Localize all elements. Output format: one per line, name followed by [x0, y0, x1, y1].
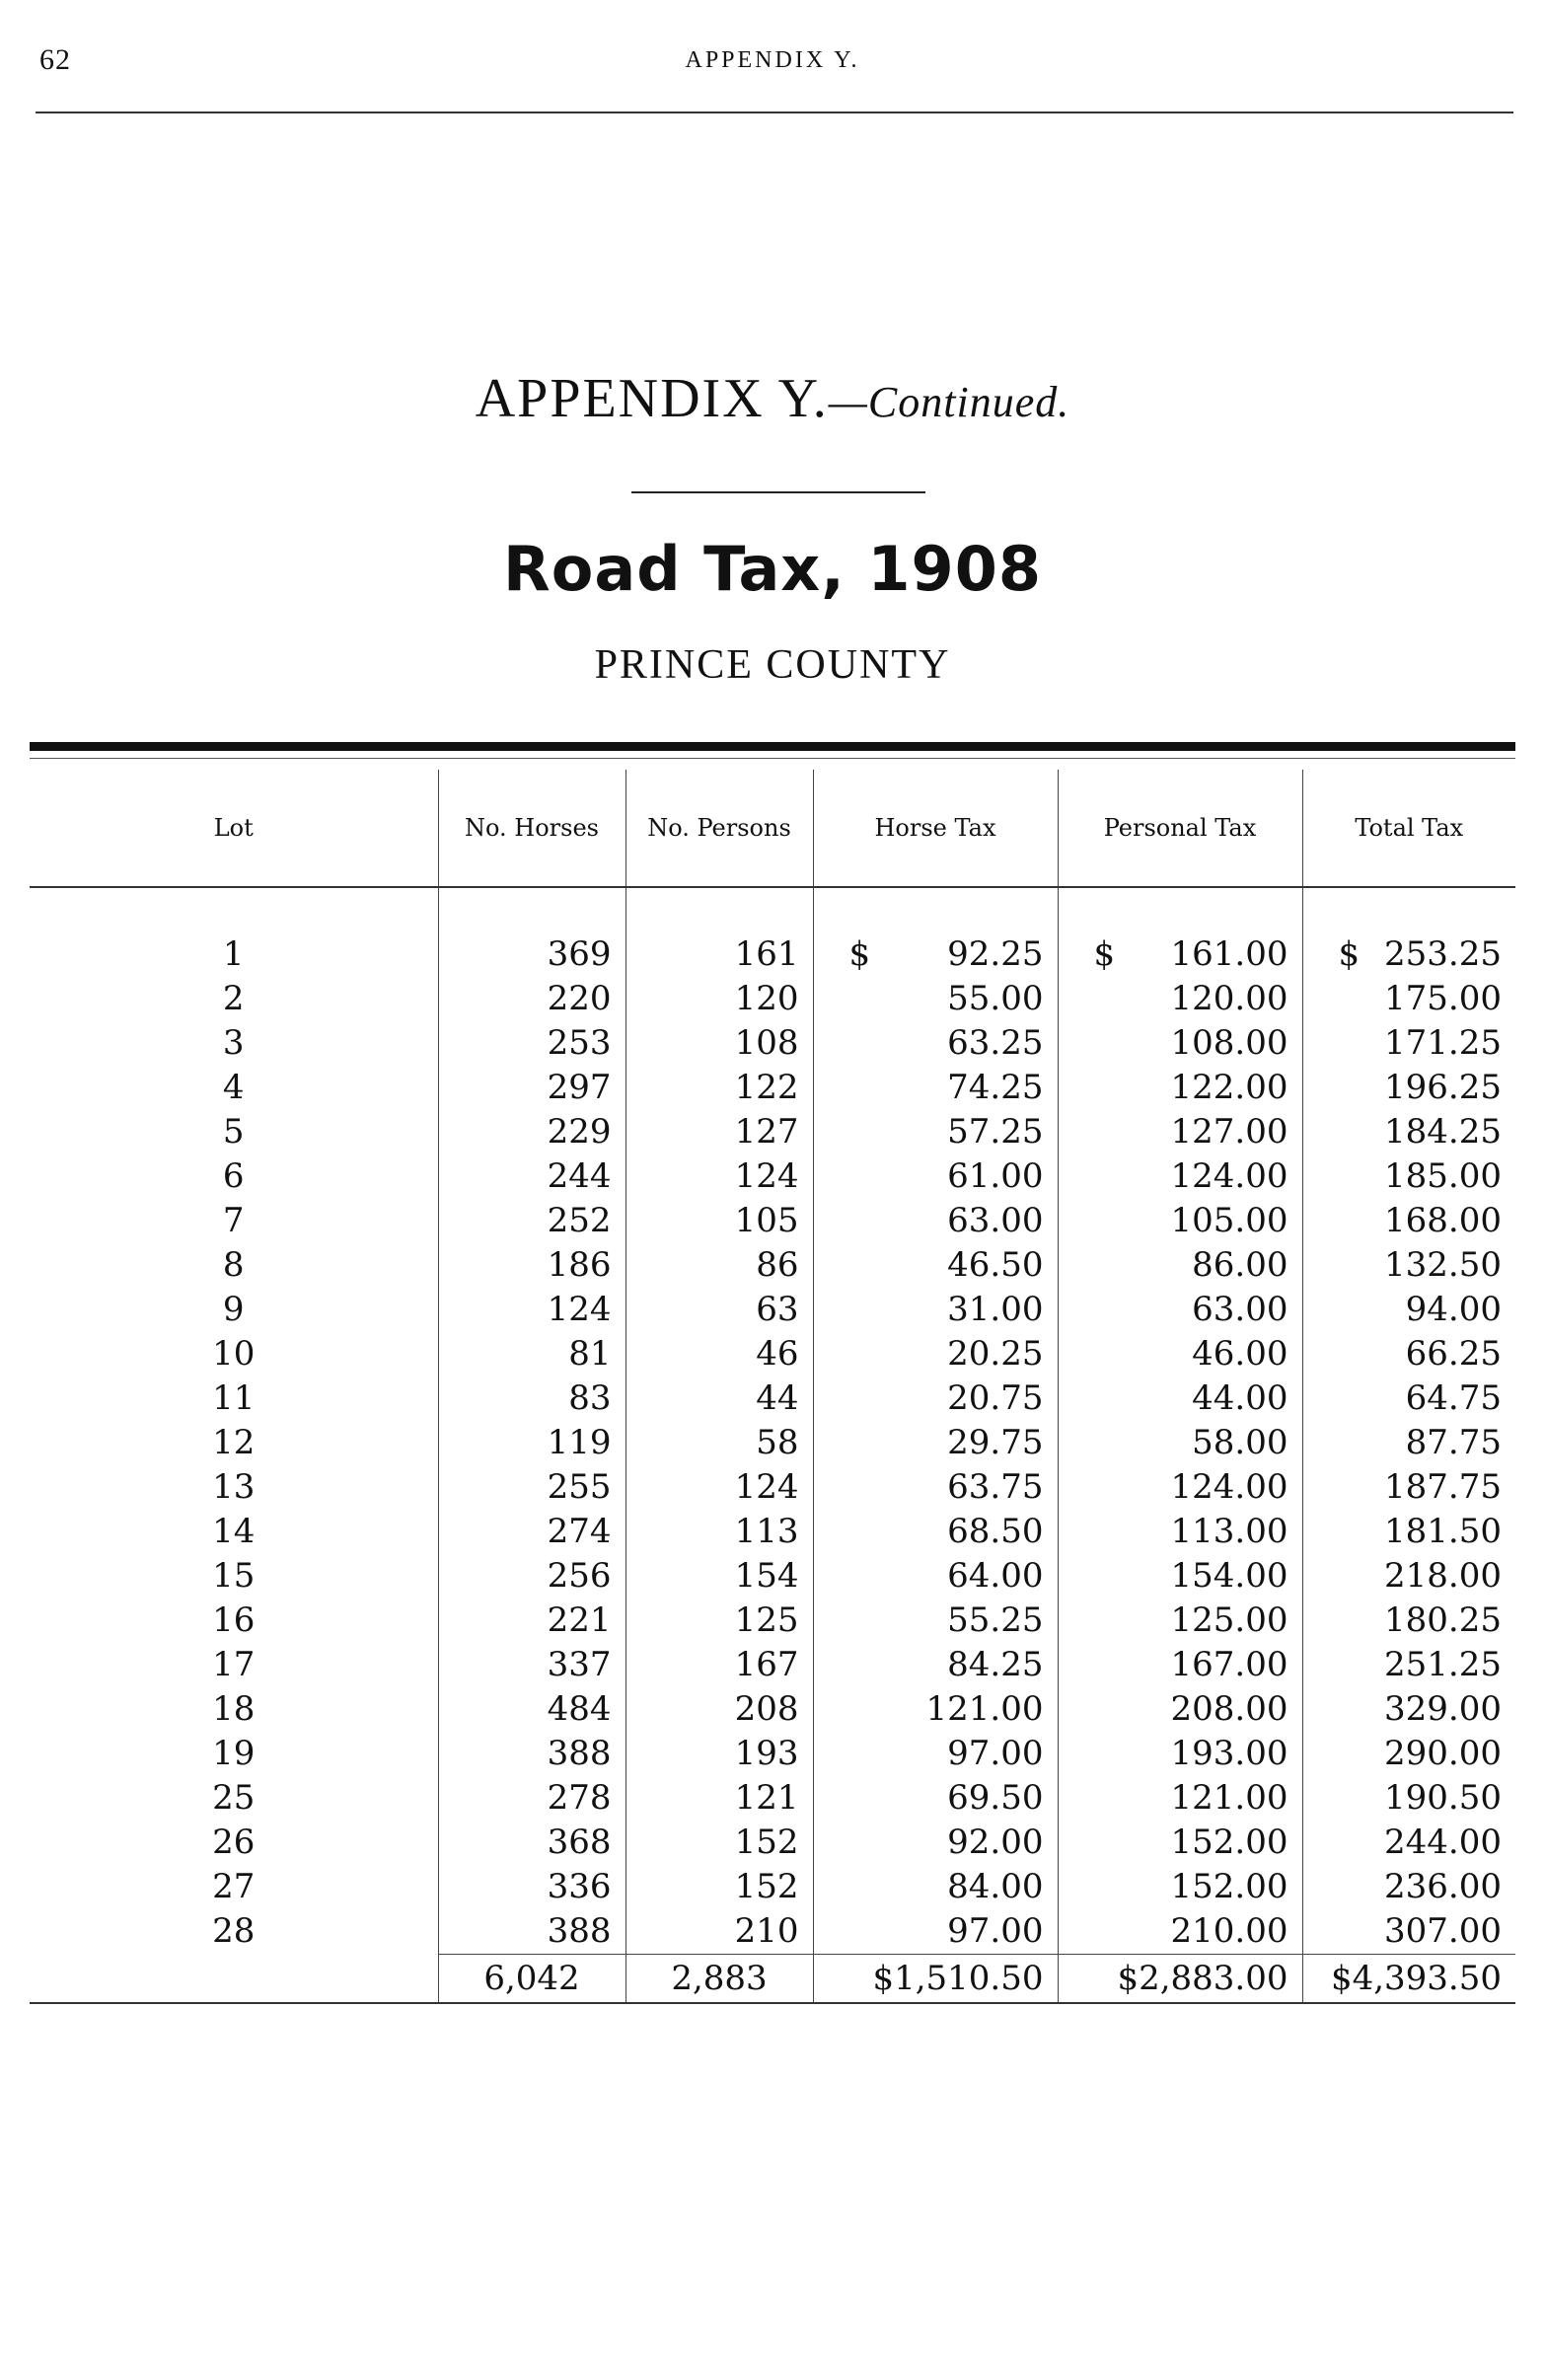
total-tax-cell: 64.75: [1302, 1376, 1515, 1421]
total-tax-cell: 168.00: [1302, 1199, 1515, 1243]
lot-cell: 7: [222, 1201, 245, 1240]
road-tax-table: [30, 770, 1515, 2004]
total-tax-cell: 94.00: [1302, 1288, 1515, 1332]
personal-tax-cell: 124.00: [1058, 1154, 1302, 1199]
personal-tax-cell: 167.00: [1058, 1643, 1302, 1687]
persons-cell: 193: [625, 1732, 813, 1776]
horses-cell: 252: [438, 1199, 625, 1243]
horses-cell: 221: [438, 1599, 625, 1643]
personal-tax-cell: 46.00: [1058, 1332, 1302, 1376]
personal-tax-cell: 154.00: [1058, 1554, 1302, 1599]
total-tax-cell: 329.00: [1302, 1687, 1515, 1732]
total-persons: 2,883: [625, 1955, 813, 2004]
persons-cell: 121: [625, 1776, 813, 1821]
persons-cell: 161: [625, 932, 813, 977]
total-personal-tax: $2,883.00: [1058, 1955, 1302, 2004]
total-total-tax: $4,393.50: [1302, 1955, 1515, 2004]
persons-cell: 122: [625, 1066, 813, 1110]
persons-cell: 154: [625, 1554, 813, 1599]
column-header-lot: Lot: [30, 770, 438, 887]
total-tax-cell: 87.75: [1302, 1421, 1515, 1465]
running-head: [0, 43, 1545, 83]
lot-cell: 2: [222, 979, 245, 1018]
column-header-persons: No. Persons: [625, 770, 813, 887]
persons-cell: 152: [625, 1865, 813, 1909]
table-row: [30, 1154, 1515, 1199]
lot-cell: 6: [222, 1156, 245, 1196]
lot-cell: 3: [222, 1023, 245, 1063]
personal-tax-cell: 105.00: [1058, 1199, 1302, 1243]
horses-cell: 337: [438, 1643, 625, 1687]
currency-symbol: $: [848, 934, 871, 974]
horses-cell: 278: [438, 1776, 625, 1821]
total-tax-cell: 132.50: [1302, 1243, 1515, 1288]
horses-cell: 229: [438, 1110, 625, 1154]
horse-tax-cell: 31.00: [813, 1288, 1058, 1332]
column-header-horse-tax: Horse Tax: [813, 770, 1058, 887]
personal-tax-cell: 63.00: [1058, 1288, 1302, 1332]
table-row: [30, 1199, 1515, 1243]
personal-tax-cell: 152.00: [1058, 1821, 1302, 1865]
horse-tax-cell: 74.25: [813, 1066, 1058, 1110]
horse-tax-cell: 63.00: [813, 1199, 1058, 1243]
horses-cell: 336: [438, 1865, 625, 1909]
persons-cell: 86: [625, 1243, 813, 1288]
column-header-personal-tax: Personal Tax: [1058, 770, 1302, 887]
table-spacer-row: [30, 887, 1515, 932]
table-top-rule: [30, 742, 1515, 751]
persons-cell: 152: [625, 1821, 813, 1865]
total-tax-cell: 187.75: [1302, 1465, 1515, 1510]
page-title: Road Tax, 1908: [503, 533, 1042, 605]
total-tax-cell: 251.25: [1302, 1643, 1515, 1687]
running-title: APPENDIX Y.: [685, 47, 860, 73]
total-tax-cell: 218.00: [1302, 1554, 1515, 1599]
total-tax-cell: 181.50: [1302, 1510, 1515, 1554]
personal-tax-cell: 122.00: [1058, 1066, 1302, 1110]
horses-cell: 83: [438, 1376, 625, 1421]
horses-cell: 186: [438, 1243, 625, 1288]
continued-label: —Continued.: [828, 378, 1070, 426]
lot-cell: 4: [222, 1068, 245, 1107]
lot-cell: 1: [222, 934, 245, 974]
lot-cell: 12: [212, 1423, 256, 1462]
horse-tax-cell: 97.00: [813, 1732, 1058, 1776]
horse-tax-cell: 57.25: [813, 1110, 1058, 1154]
appendix-title: [0, 367, 1545, 430]
total-horse-tax: $1,510.50: [813, 1955, 1058, 2004]
total-tax-cell: 180.25: [1302, 1599, 1515, 1643]
horses-cell: 255: [438, 1465, 625, 1510]
horses-cell: 388: [438, 1732, 625, 1776]
horse-tax-cell: 69.50: [813, 1776, 1058, 1821]
lot-cell: 27: [212, 1867, 256, 1906]
lot-cell: 13: [212, 1467, 256, 1507]
table-row: [30, 1421, 1515, 1465]
appendix-label: APPENDIX Y.: [475, 368, 829, 429]
horse-tax-cell: 55.25: [813, 1599, 1058, 1643]
header-rule: [36, 112, 1513, 113]
table-row: [30, 1243, 1515, 1288]
persons-cell: 124: [625, 1154, 813, 1199]
horse-tax-cell: 20.75: [813, 1376, 1058, 1421]
lot-cell: 16: [212, 1600, 256, 1640]
persons-cell: 124: [625, 1465, 813, 1510]
horse-tax-cell: 68.50: [813, 1510, 1058, 1554]
horses-cell: 81: [438, 1332, 625, 1376]
table-row: [30, 1821, 1515, 1865]
total-tax-cell: 171.25: [1302, 1021, 1515, 1066]
table-row: [30, 1376, 1515, 1421]
table-row: [30, 1776, 1515, 1821]
table-row: [30, 1732, 1515, 1776]
lot-cell: 14: [212, 1512, 256, 1551]
table-body: [30, 887, 1515, 1955]
table-row: [30, 1554, 1515, 1599]
personal-tax-cell: 125.00: [1058, 1599, 1302, 1643]
total-tax-cell: 196.25: [1302, 1066, 1515, 1110]
horses-cell: 484: [438, 1687, 625, 1732]
title-divider: [631, 491, 925, 493]
horses-cell: 388: [438, 1909, 625, 1955]
persons-cell: 58: [625, 1421, 813, 1465]
total-tax-cell: 290.00: [1302, 1732, 1515, 1776]
totals-row: [30, 1955, 1515, 2004]
table-row: [30, 1465, 1515, 1510]
personal-tax-cell: [1058, 932, 1302, 977]
horse-tax-cell: 61.00: [813, 1154, 1058, 1199]
totals-lot-cell: [30, 1955, 438, 2004]
horse-tax-cell: 64.00: [813, 1554, 1058, 1599]
personal-tax-cell: 193.00: [1058, 1732, 1302, 1776]
total-tax-cell: 244.00: [1302, 1821, 1515, 1865]
total-tax-cell: [1302, 932, 1515, 977]
column-header-total-tax: Total Tax: [1302, 770, 1515, 887]
lot-cell: 18: [212, 1689, 256, 1729]
lot-cell: 28: [212, 1911, 256, 1952]
total-tax-cell: 236.00: [1302, 1865, 1515, 1909]
lot-cell: 10: [212, 1334, 256, 1374]
total-tax-cell: 185.00: [1302, 1154, 1515, 1199]
horses-cell: 368: [438, 1821, 625, 1865]
persons-cell: 208: [625, 1687, 813, 1732]
lot-cell: 9: [222, 1290, 245, 1329]
personal-tax-cell: 127.00: [1058, 1110, 1302, 1154]
table-row: [30, 1110, 1515, 1154]
currency-symbol: $: [1338, 934, 1361, 974]
money-value: 161.00: [1170, 934, 1288, 974]
lot-cell: 8: [222, 1245, 245, 1285]
personal-tax-cell: 120.00: [1058, 977, 1302, 1021]
personal-tax-cell: 210.00: [1058, 1909, 1302, 1955]
horse-tax-cell: 20.25: [813, 1332, 1058, 1376]
personal-tax-cell: 108.00: [1058, 1021, 1302, 1066]
table-row: [30, 1021, 1515, 1066]
lot-cell: 19: [212, 1734, 256, 1773]
persons-cell: 210: [625, 1909, 813, 1955]
table-row: [30, 977, 1515, 1021]
persons-cell: 167: [625, 1643, 813, 1687]
horses-cell: 297: [438, 1066, 625, 1110]
lot-cell: 11: [212, 1378, 256, 1418]
horses-cell: 220: [438, 977, 625, 1021]
persons-cell: 105: [625, 1199, 813, 1243]
total-tax-cell: 190.50: [1302, 1776, 1515, 1821]
horses-cell: 369: [438, 932, 625, 977]
personal-tax-cell: 124.00: [1058, 1465, 1302, 1510]
persons-cell: 113: [625, 1510, 813, 1554]
page-number: 62: [39, 43, 71, 76]
persons-cell: 46: [625, 1332, 813, 1376]
persons-cell: 63: [625, 1288, 813, 1332]
table-row: [30, 1865, 1515, 1909]
persons-cell: 125: [625, 1599, 813, 1643]
persons-cell: 44: [625, 1376, 813, 1421]
table-row: [30, 1643, 1515, 1687]
table-row: [30, 932, 1515, 977]
table-row: [30, 1332, 1515, 1376]
horses-cell: 119: [438, 1421, 625, 1465]
total-tax-cell: 66.25: [1302, 1332, 1515, 1376]
lot-cell: 25: [212, 1778, 256, 1818]
horse-tax-cell: [813, 932, 1058, 977]
horses-cell: 274: [438, 1510, 625, 1554]
total-horses: 6,042: [438, 1955, 625, 2004]
table-row: [30, 1909, 1515, 1955]
personal-tax-cell: 121.00: [1058, 1776, 1302, 1821]
personal-tax-cell: 208.00: [1058, 1687, 1302, 1732]
total-tax-cell: 184.25: [1302, 1110, 1515, 1154]
table-row: [30, 1687, 1515, 1732]
table-row: [30, 1288, 1515, 1332]
persons-cell: 120: [625, 977, 813, 1021]
currency-symbol: $: [1093, 934, 1116, 974]
total-tax-cell: 175.00: [1302, 977, 1515, 1021]
lot-cell: 15: [212, 1556, 256, 1596]
horse-tax-cell: 63.25: [813, 1021, 1058, 1066]
total-tax-cell: 307.00: [1302, 1909, 1515, 1955]
personal-tax-cell: 86.00: [1058, 1243, 1302, 1288]
horses-cell: 253: [438, 1021, 625, 1066]
county-subtitle: PRINCE COUNTY: [594, 642, 951, 688]
lot-cell: 5: [222, 1112, 245, 1152]
horse-tax-cell: 46.50: [813, 1243, 1058, 1288]
horse-tax-cell: 84.00: [813, 1865, 1058, 1909]
horse-tax-cell: 29.75: [813, 1421, 1058, 1465]
lot-cell: 17: [212, 1645, 256, 1684]
table-row: [30, 1066, 1515, 1110]
personal-tax-cell: 44.00: [1058, 1376, 1302, 1421]
horses-cell: 124: [438, 1288, 625, 1332]
personal-tax-cell: 113.00: [1058, 1510, 1302, 1554]
column-header-horses: No. Horses: [438, 770, 625, 887]
horse-tax-cell: 84.25: [813, 1643, 1058, 1687]
personal-tax-cell: 152.00: [1058, 1865, 1302, 1909]
table-row: [30, 1510, 1515, 1554]
persons-cell: 127: [625, 1110, 813, 1154]
horse-tax-cell: 55.00: [813, 977, 1058, 1021]
horse-tax-cell: 97.00: [813, 1909, 1058, 1955]
horse-tax-cell: 121.00: [813, 1687, 1058, 1732]
horses-cell: 244: [438, 1154, 625, 1199]
horse-tax-cell: 92.00: [813, 1821, 1058, 1865]
money-value: 92.25: [947, 934, 1044, 974]
table-top-rule-thin: [30, 758, 1515, 759]
horses-cell: 256: [438, 1554, 625, 1599]
personal-tax-cell: 58.00: [1058, 1421, 1302, 1465]
table-header-row: [30, 770, 1515, 887]
persons-cell: 108: [625, 1021, 813, 1066]
horse-tax-cell: 63.75: [813, 1465, 1058, 1510]
lot-cell: 26: [212, 1822, 256, 1862]
table-row: [30, 1599, 1515, 1643]
money-value: 253.25: [1384, 934, 1502, 974]
